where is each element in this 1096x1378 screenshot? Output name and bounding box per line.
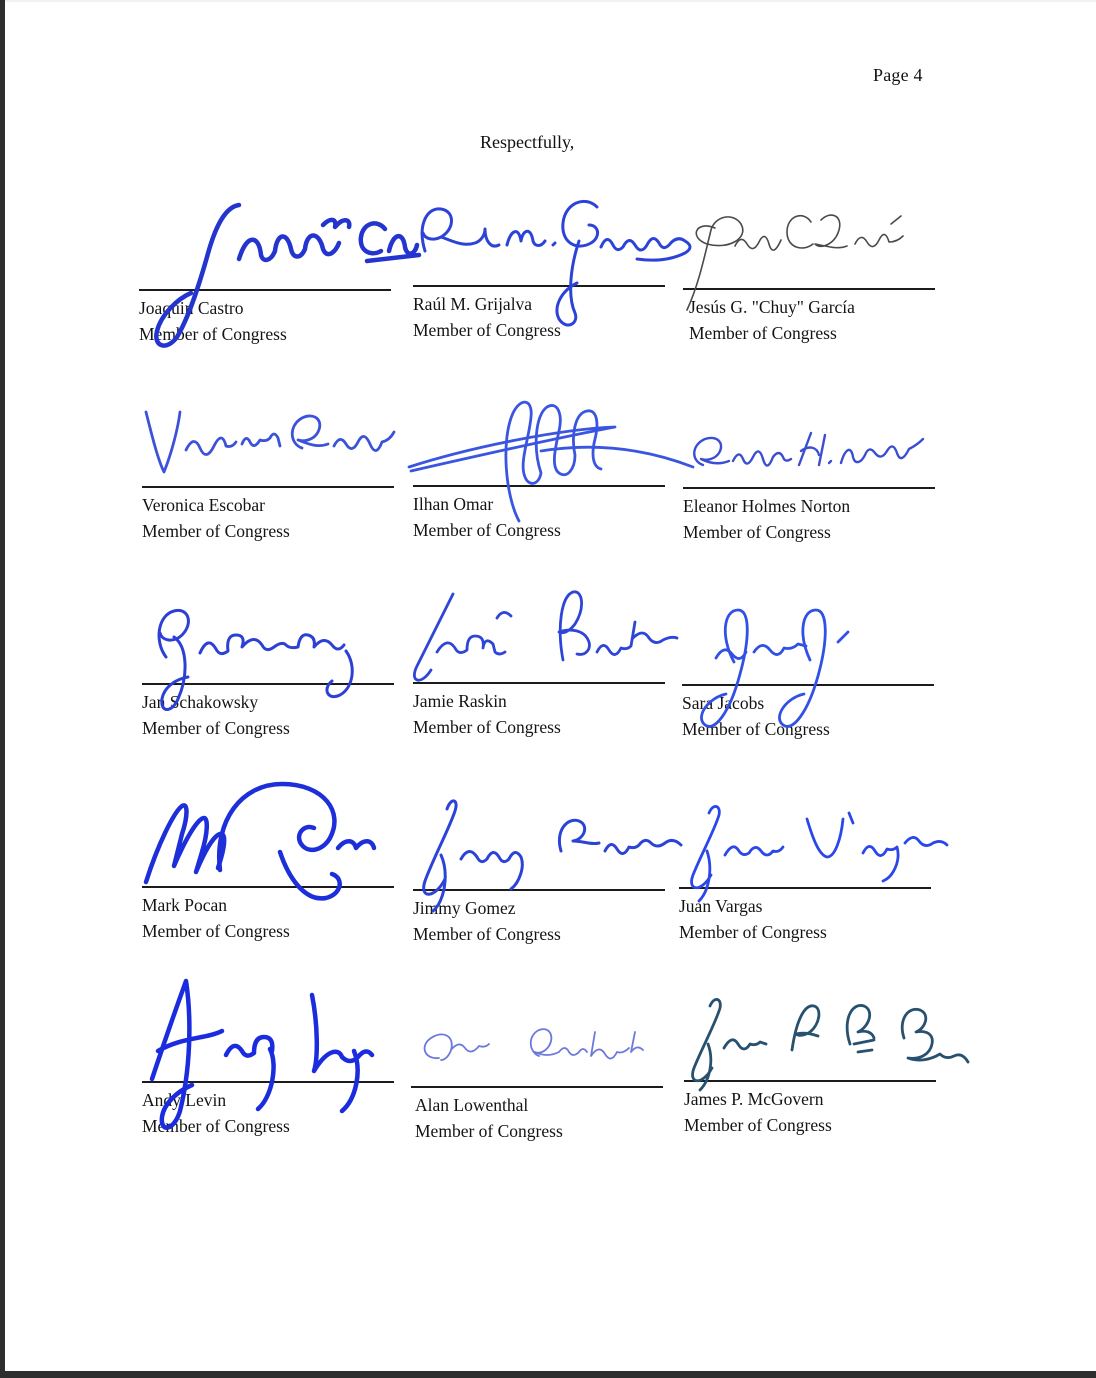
signer-name: Veronica Escobar	[142, 495, 265, 515]
signer-name: Jesús G. "Chuy" García	[689, 297, 855, 317]
signer-name: Jan Schakowsky	[142, 692, 259, 712]
signer-title: Member of Congress	[139, 324, 287, 344]
signature-line	[142, 886, 394, 888]
signature-block-jimmy-gomez	[413, 889, 665, 947]
signer-title: Member of Congress	[142, 921, 290, 941]
signature-line	[142, 486, 394, 488]
signer-title: Member of Congress	[142, 718, 290, 738]
page-number: Page 4	[873, 65, 923, 85]
signer-name: Juan Vargas	[679, 896, 763, 916]
signer-title: Member of Congress	[679, 922, 827, 942]
signer-name: Andy Levin	[142, 1090, 227, 1110]
signature-block-jesus-garcia	[683, 288, 935, 346]
signature-line	[413, 485, 665, 487]
signature-line	[683, 487, 935, 489]
signature-line	[142, 1081, 394, 1083]
document-page	[5, 0, 1096, 1371]
signer-name: Sara Jacobs	[682, 693, 765, 713]
signature-line	[142, 683, 394, 685]
signature-line	[413, 682, 665, 684]
signature-line	[411, 1086, 663, 1088]
signer-name: Joaquin Castro	[139, 298, 244, 318]
signature-block-veronica-escobar	[142, 486, 394, 544]
signer-title: Member of Congress	[684, 1115, 832, 1135]
signature-line	[679, 887, 931, 889]
signature-block-sara-jacobs	[682, 684, 934, 742]
signer-title: Member of Congress	[413, 520, 561, 540]
signer-name: Jamie Raskin	[413, 691, 507, 711]
signer-title: Member of Congress	[142, 1116, 290, 1136]
signature-block-andy-levin	[142, 1081, 394, 1139]
signature-block-joaquin-castro	[139, 289, 391, 347]
signer-name: James P. McGovern	[684, 1089, 824, 1109]
signer-title: Member of Congress	[413, 717, 561, 737]
signature-block-jamie-raskin	[413, 682, 665, 740]
signature-line	[413, 285, 665, 287]
signature-line	[683, 288, 935, 290]
signer-name: Raúl M. Grijalva	[413, 294, 533, 314]
signature-line	[682, 684, 934, 686]
signature-block-mark-pocan	[142, 886, 394, 944]
signer-title: Member of Congress	[413, 924, 561, 944]
signer-title: Member of Congress	[142, 521, 290, 541]
signer-name: Ilhan Omar	[413, 494, 494, 514]
signer-name: Alan Lowenthal	[415, 1095, 529, 1115]
signer-title: Member of Congress	[682, 719, 830, 739]
signature-block-juan-vargas	[679, 887, 931, 945]
signature-block-jan-schakowsky	[142, 683, 394, 741]
signature-block-james-mcgovern	[684, 1080, 936, 1138]
signer-title: Member of Congress	[689, 323, 837, 343]
signer-name: Eleanor Holmes Norton	[683, 496, 851, 516]
signer-title: Member of Congress	[413, 320, 561, 340]
signature-line	[413, 889, 665, 891]
signature-line	[684, 1080, 936, 1082]
signature-line	[139, 289, 391, 291]
signer-title: Member of Congress	[415, 1121, 563, 1141]
signature-block-eleanor-norton	[683, 487, 935, 545]
signer-title: Member of Congress	[683, 522, 831, 542]
signer-name: Jimmy Gomez	[413, 898, 516, 918]
signer-name: Mark Pocan	[142, 895, 228, 915]
signature-block-ilhan-omar	[413, 485, 665, 543]
signature-block-alan-lowenthal	[411, 1086, 663, 1144]
signature-block-raul-grijalva	[413, 285, 665, 343]
salutation: Respectfully,	[480, 132, 575, 152]
